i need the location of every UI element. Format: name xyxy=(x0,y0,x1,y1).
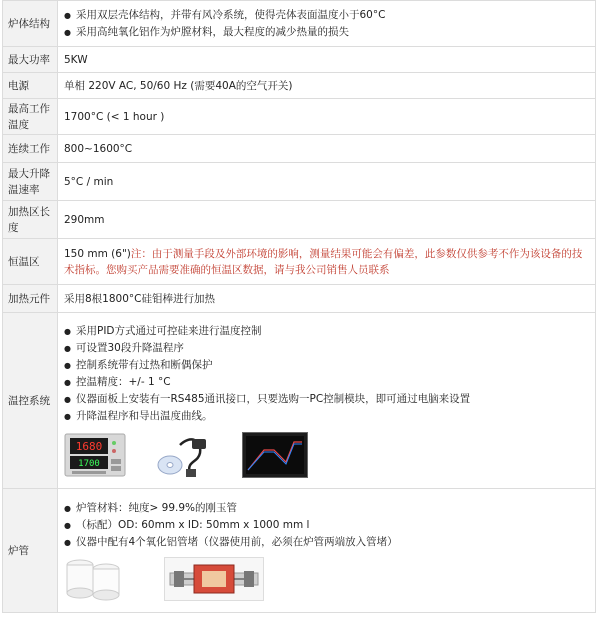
spec-note: 注：由于测量手段及外部环境的影响，测量结果可能会有偏差，此参数仅供参考不作为该设备的技术指标。您购买产品需要准确的恒温区数据，请与我公司销售人员联系 xyxy=(64,247,583,276)
spec-row-continuous-work xyxy=(3,135,596,163)
spec-value: 290mm xyxy=(58,201,596,239)
list-item: ● 仪器面板上安装有一RS485通讯接口，只要选购一PC控制模块，即可通过电脑来设置 xyxy=(64,391,589,408)
spec-label: 炉管 xyxy=(3,489,58,613)
list-item: ● 采用双层壳体结构，并带有风冷系统，使得壳体表面温度小于60°C xyxy=(64,7,589,24)
spec-row-constant-temp-zone xyxy=(3,239,596,285)
temperature-controller-image xyxy=(64,433,126,477)
spec-value: 1700°C (< 1 hour ) xyxy=(58,99,596,135)
tube-installation-diagram-image xyxy=(164,557,264,601)
list-item: ● 炉管材料：纯度> 99.9%的刚玉管 xyxy=(64,500,589,517)
controller-pv-readout: 1680 xyxy=(75,439,103,453)
spec-value: 单相 220V AC, 50/60 Hz (需要40A的空气开关) xyxy=(58,73,596,99)
spec-row-furnace-tube xyxy=(3,489,596,613)
spec-table xyxy=(2,0,596,613)
spec-row-power-supply xyxy=(3,73,596,99)
alumina-tube-plug-image xyxy=(64,557,124,601)
list-item: ● （标配）OD: 60mm x ID: 50mm x 1000 mm l xyxy=(64,517,589,534)
spec-label: 温控系统 xyxy=(3,313,58,489)
spec-label: 恒温区 xyxy=(3,239,58,285)
spec-row-heating-element xyxy=(3,285,596,313)
list-item: ● 控温精度：+/- 1 °C xyxy=(64,374,589,391)
spec-label: 加热元件 xyxy=(3,285,58,313)
spec-row-heating-rate xyxy=(3,163,596,201)
spec-bullet-list xyxy=(64,500,589,551)
spec-row-heating-zone-length xyxy=(3,201,596,239)
spec-value: 150 mm (6") xyxy=(64,247,131,260)
list-item: ● 采用PID方式通过可控硅来进行温度控制 xyxy=(64,323,589,340)
spec-row-max-power xyxy=(3,47,596,73)
spec-label: 连续工作 xyxy=(3,135,58,163)
spec-label: 最高工作温度 xyxy=(3,99,58,135)
control-images xyxy=(64,431,589,479)
tube-images xyxy=(64,557,589,601)
temperature-curve-software-image xyxy=(242,432,308,478)
spec-value: 采用8根1800°C硅钼棒进行加热 xyxy=(58,285,596,313)
spec-value: 5°C / min xyxy=(58,163,596,201)
spec-value: 5KW xyxy=(58,47,596,73)
controller-sv-readout: 1700 xyxy=(78,458,100,469)
pc-control-module-image xyxy=(156,431,212,479)
spec-label: 最大升降温速率 xyxy=(3,163,58,201)
spec-row-temp-control xyxy=(3,313,596,489)
spec-label: 电源 xyxy=(3,73,58,99)
spec-row-max-temp xyxy=(3,99,596,135)
list-item: ● 仪器中配有4个氧化铝管堵（仪器使用前，必须在炉管两端放入管堵） xyxy=(64,534,589,551)
spec-bullet-list xyxy=(64,323,589,425)
spec-row-furnace-structure xyxy=(3,1,596,47)
spec-bullet-list xyxy=(64,7,589,41)
spec-value: 800~1600°C xyxy=(58,135,596,163)
list-item: ● 升降温程序和导出温度曲线。 xyxy=(64,408,589,425)
list-item: ● 采用高纯氧化铝作为炉膛材料，最大程度的减少热量的损失 xyxy=(64,24,589,41)
spec-label: 炉体结构 xyxy=(3,1,58,47)
list-item: ● 控制系统带有过热和断偶保护 xyxy=(64,357,589,374)
spec-label: 加热区长度 xyxy=(3,201,58,239)
list-item: ● 可设置30段升降温程序 xyxy=(64,340,589,357)
spec-label: 最大功率 xyxy=(3,47,58,73)
